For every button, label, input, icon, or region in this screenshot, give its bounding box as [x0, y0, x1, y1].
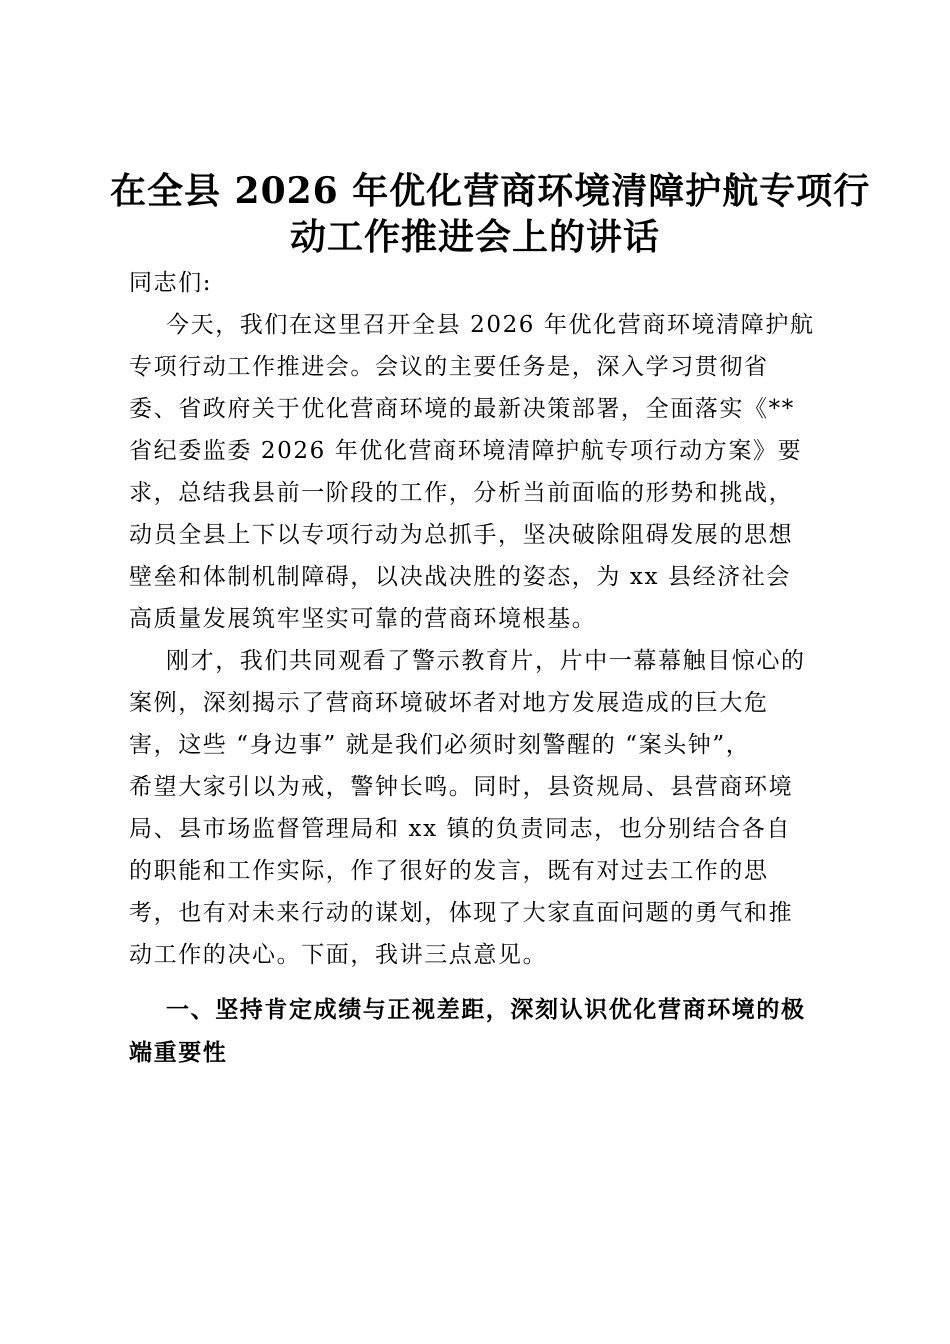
paragraph-opening	[129, 304, 829, 640]
title-line: 在全县 2026 年优化营商环境清障护航专项行	[110, 170, 871, 212]
paragraph-line: 动员全县上下以专项行动为总抓手，坚决破除阻碍发展的思想	[129, 522, 794, 548]
salutation: 同志们:	[129, 270, 213, 296]
paragraph-line: 今天，我们在这里召开全县 2026 年优化营商环境清障护航	[166, 312, 815, 338]
paragraph-line: 希望大家引以为戒，警钟长鸣。同时，县资规局、县营商环境	[129, 774, 794, 800]
paragraph-line: 委、省政府关于优化营商环境的最新决策部署，全面落实《**	[129, 396, 795, 422]
paragraph-line: 害，这些 “身边事” 就是我们必须时刻警醒的 “案头钟”，	[129, 732, 751, 758]
title-line: 动工作推进会上的讲话	[289, 216, 660, 258]
paragraph-line: 局、县市场监督管理局和 xx 镇的负责同志，也分别结合各自	[129, 816, 791, 842]
heading-line: 端重要性	[129, 1039, 228, 1066]
paragraph-review	[129, 640, 829, 976]
heading-line: 一、坚持肯定成绩与正视差距，深刻认识优化营商环境的极	[166, 996, 806, 1023]
paragraph-line: 考，也有对未来行动的谋划，体现了大家直面问题的勇气和推	[129, 900, 794, 926]
paragraph-line: 的职能和工作实际，作了很好的发言，既有对过去工作的思	[129, 858, 769, 884]
section-heading-1	[129, 989, 829, 1075]
paragraph-line: 壁垒和体制机制障碍，以决战决胜的姿态，为 xx 县经济社会	[129, 564, 791, 590]
paragraph-line: 求，总结我县前一阶段的工作，分析当前面临的形势和挑战，	[129, 480, 794, 506]
paragraph-line: 动工作的决心。下面，我讲三点意见。	[129, 942, 548, 968]
document-title	[110, 168, 871, 260]
paragraph-line: 省纪委监委 2026 年优化营商环境清障护航专项行动方案》要	[129, 438, 803, 464]
paragraph-line: 案例，深刻揭示了营商环境破坏者对地方发展造成的巨大危	[129, 690, 769, 716]
paragraph-line: 专项行动工作推进会。会议的主要任务是，深入学习贯彻省	[129, 354, 769, 380]
spacer	[129, 976, 829, 989]
paragraph-line: 刚才，我们共同观看了警示教育片，片中一幕幕触目惊心的	[166, 648, 806, 674]
document-body	[129, 262, 829, 1075]
paragraph-line: 高质量发展筑牢坚实可靠的营商环境根基。	[129, 606, 597, 632]
